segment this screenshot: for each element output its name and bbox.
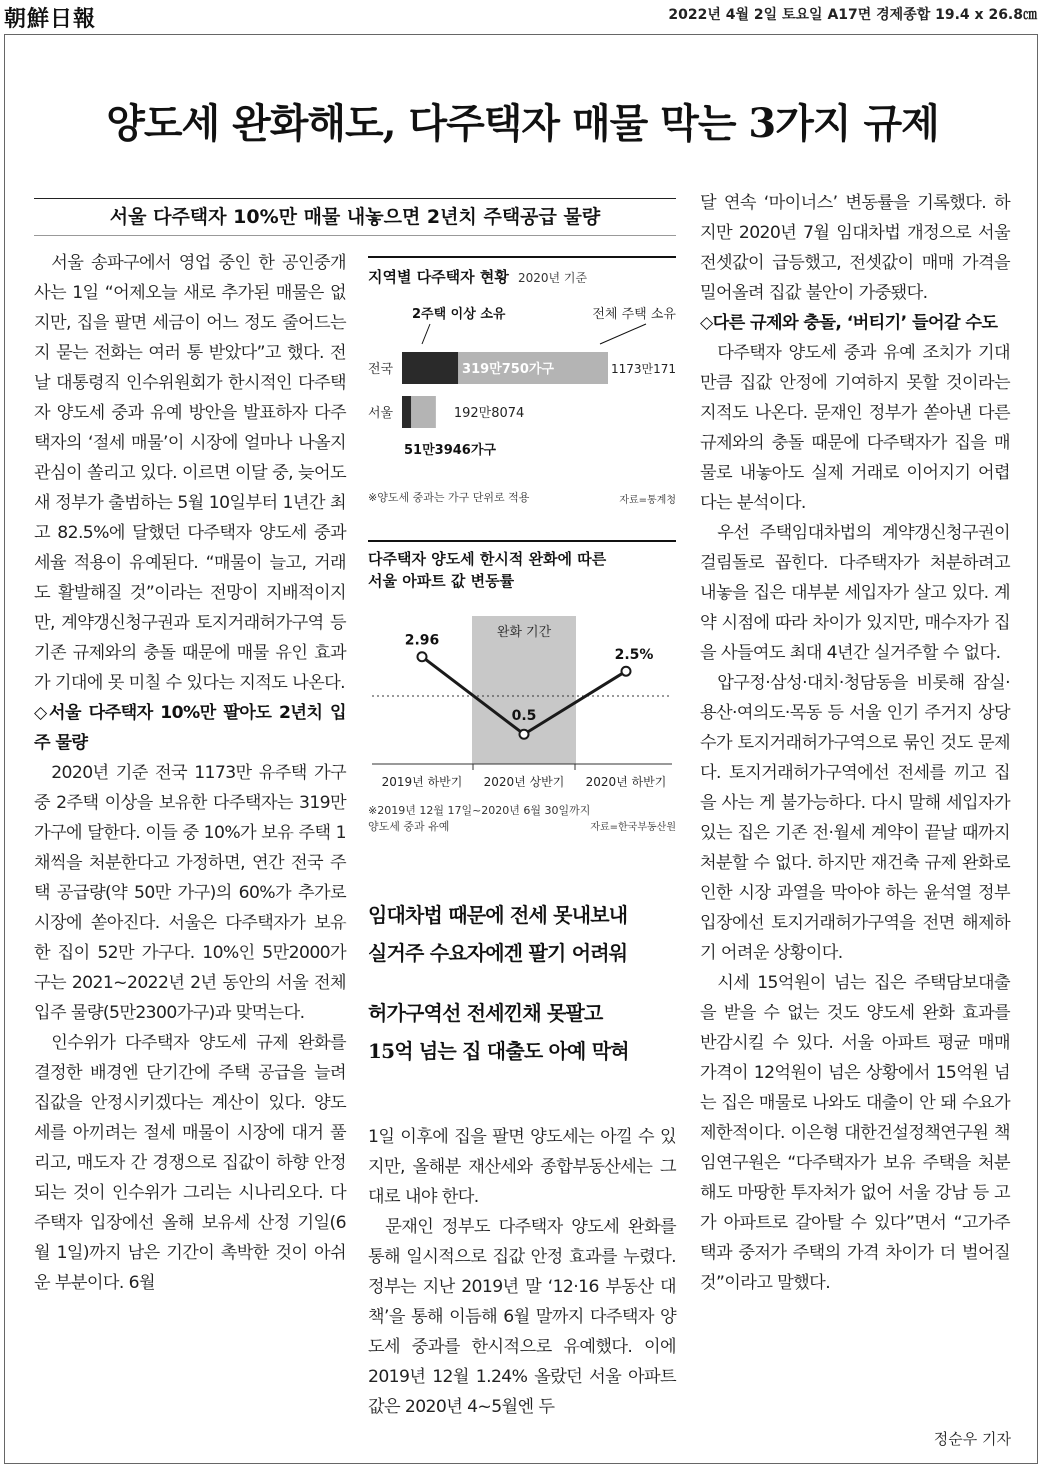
x-tick-label: 2019년 하반기: [381, 775, 463, 789]
legend-multi-label: 2주택 이상 소유: [412, 307, 506, 322]
bar-total-value: 192만8074: [453, 406, 525, 421]
chart-title-note: 2020년 기준: [517, 271, 588, 285]
pull-quote-1: [368, 896, 676, 972]
bar-multi: [402, 396, 411, 428]
chart-note: 양도세 중과 유예: [368, 820, 450, 833]
pull-quote-line: 허가구역선 전세낀채 못팔고: [368, 1001, 603, 1025]
article-paragraph: 2020년 기준 전국 1173만 유주택 가구 중 2주택 이상을 보유한 다주택자는 319만 가구에 달한다. 이들 중 10%가 보유 주택 1채씩을 처분한다고 가정하면, 연간 전국 주택 공급량(약 50만 가구)의 60%가 추가로 시장에 쏟아진다. 서울은 다주택자가 보유한 집이 52만 가구다. 10%인 5만2000가구는 2021~2022년 2년 동안의 서울 전체 입주 물량(5만2300가구)과 맞먹는다.: [34, 763, 346, 1023]
region-label: 전국: [368, 362, 394, 377]
article-paragraph: 달 연속 ‘마이너스’ 변동률을 기록했다. 하지만 2020년 7월 임대차법 개정으로 서울 전셋값이 급등했고, 전셋값이 매매 가격을 밀어올려 집값 불안이 가중됐다.: [700, 193, 1010, 303]
publication-info: 2022년 4월 2일 토요일 A17면 경제종합 19.4 x 26.8㎝: [668, 7, 1037, 23]
relief-period-label: 완화 기간: [496, 625, 552, 640]
article-paragraph: 시세 15억원이 넘는 집은 주택담보대출을 받을 수 없는 것도 양도세 완화 효과를 반감시킬 수 있다. 서울 아파트 평균 매매 가격이 12억원이 넘은 상황에서 15억원 넘는 집은 매물로 나와도 대출이 안 돼 수요가 제한적이다. 이은형 대한건설정책연구원 책임연구원은 “다주택자가 보유 주택을 처분해도 마땅한 투자처가 없어 서울 강남 등 고가 아파트로 갈아탈 수 있다”면서 “고가주택과 중저가 주택의 가격 차이가 더 벌어질 것”이라고 말했다.: [700, 973, 1010, 1293]
article-paragraph: 인수위가 다주택자 양도세 규제 완화를 결정한 배경엔 단기간에 주택 공급을 늘려 집값을 안정시키겠다는 계산이 있다. 양도세를 아끼려는 절세 매물이 시장에 대거 풀리고, 매도자 간 경쟁으로 집값이 하향 안정되는 것이 인수위가 그리는 시나리오다. 다주택자 입장에선 올해 보유세 산정 기일(6월 1일)까지 남은 기간이 촉박한 것이 아쉬운 부분이다. 6월: [34, 1033, 346, 1293]
legend-total-label: 전체 주택 소유: [592, 307, 676, 322]
bar-multi-value: 51만3946가구: [404, 443, 496, 458]
byline: 정순우 기자: [933, 1430, 1011, 1448]
chart-regional-multihome-plot: [368, 256, 676, 520]
article-paragraph: 다주택자 양도세 중과 유예 조치가 기대만큼 집값 안정에 기여하지 못할 것이라는 지적도 나온다. 문재인 정부가 쏟아낸 다른 규제와의 충돌 때문에 다주택자가 집을 매물로 내놓아도 실제 거래로 이어지기 어렵다는 분석이다.: [700, 343, 1010, 513]
data-point: [622, 667, 631, 676]
article-column-3: [700, 188, 1010, 1298]
pull-quote-line: 실거주 수요자에겐 팔기 어려워: [368, 941, 628, 965]
article-paragraph: 서울 송파구에서 영업 중인 한 공인중개사는 1일 “어제오늘 새로 추가된 매물은 없지만, 집을 팔면 세금이 어느 정도 줄어드는지 묻는 전화는 여러 통 받았다”고 했다. 전날 대통령직 인수위원회가 한시적인 다주택자 양도세 중과 유예 방안을 발표하자 다주택자의 ‘절세 매물’이 시장에 얼마나 나올지 관심이 쏠리고 있다. 이르면 이달 중, 늦어도 새 정부가 출범하는 5월 10일부터 1년간 최고 82.5%에 달했던 다주택자 양도세 중과세율 적용이 유예된다. “매물이 늘고, 거래도 활발해질 것”이라는 전망이 지배적이지만, 계약갱신청구권과 토지거래허가구역 등 기존 규제와의 충돌 때문에 매물 유인 효과가 기대에 못 미칠 수 있다는 지적도 나온다.: [34, 253, 346, 693]
chart-source: 자료=한국부동산원: [590, 822, 676, 833]
chart-note: ※양도세 중과는 가구 단위로 적용: [368, 491, 530, 504]
newspaper-logo: 朝鮮日報: [4, 6, 97, 32]
section-heading: ◇서울 다주택자 10%만 팔아도 2년치 입주 물량: [34, 703, 346, 753]
chart-title-line-1: 다주택자 양도세 한시적 완화에 따른: [368, 550, 607, 568]
article-paragraph: 문재인 정부도 다주택자 양도세 완화를 통해 일시적으로 집값 안정 효과를 누렸다. 정부는 지난 2019년 말 ‘12·16 부동산 대책’을 통해 이듬해 6월 말까지 다주택자 양도세 중과를 한시적으로 유예했다. 이에 2019년 12월 1.24% 올랐던 서울 아파트값은 2020년 4~5월엔 두: [368, 1217, 676, 1417]
chart-note: ※2019년 12월 17일~2020년 6월 30일까지: [368, 804, 591, 817]
section-heading: ◇다른 규제와 충돌, ‘버티기’ 들어갈 수도: [700, 313, 998, 333]
region-label: 서울: [368, 406, 394, 421]
article-paragraph: 압구정·삼성·대치·청담동을 비롯해 잠실·용산·여의도·목동 등 서울 인기 주거지 상당수가 토지거래허가구역으로 묶인 것도 문제다. 토지거래허가구역에선 전세를 끼고 집을 사는 게 불가능하다. 다시 말해 세입자가 있는 집은 기존 전·월세 계약이 끝날 때까지 처분할 수 없다. 하지만 재건축 규제 완화로 인한 시장 과열을 막아야 하는 윤석열 정부 입장에선 토지거래허가구역을 전면 해제하기 어려운 상황이다.: [700, 673, 1010, 963]
chart-seoul-apartment-change: [368, 540, 676, 850]
article-column-2: [368, 1122, 676, 1422]
legend-leader-line: [422, 324, 430, 344]
subheadline: 서울 다주택자 10%만 매물 내놓으면 2년치 주택공급 물량: [34, 198, 676, 236]
bar-multi-value: 319만750가구: [462, 362, 554, 377]
bar-total-value: 1173만171: [610, 362, 676, 376]
chart-seoul-apartment-change-plot: [368, 540, 676, 850]
chart-source: 자료=통계청: [619, 495, 676, 506]
article-paragraph: 우선 주택임대차법의 계약갱신청구권이 걸림돌로 꼽힌다. 다주택자가 처분하려고 내놓을 집은 대부분 세입자가 살고 있다. 계약 시점에 따라 차이가 있지만, 매수자가 집을 사들여도 최대 4년간 실거주할 수 없다.: [700, 523, 1010, 663]
chart-title-line-2: 서울 아파트 값 변동률: [368, 572, 515, 590]
data-point: [418, 652, 427, 661]
article-paragraph: 1일 이후에 집을 팔면 양도세는 아낄 수 있지만, 올해분 재산세와 종합부동산세는 그대로 내야 한다.: [368, 1127, 676, 1207]
pull-quote-line: 임대차법 때문에 전세 못내보내: [368, 903, 628, 927]
chart-regional-multihome: [368, 256, 676, 520]
pull-quote-line: 15억 넘는 집 대출도 아예 막혀: [368, 1039, 629, 1063]
data-point: [520, 730, 529, 739]
legend-leader-line: [600, 324, 646, 344]
chart-title: 지역별 다주택자 현황: [368, 268, 509, 286]
data-label: 2.5%: [614, 647, 654, 664]
bar-multi: [402, 352, 458, 384]
data-label: 0.5: [511, 708, 537, 725]
headline: 양도세 완화해도, 다주택자 매물 막는 3가지 규제: [106, 100, 939, 147]
article-column-1: [34, 248, 346, 1298]
data-label: 2.96: [404, 632, 440, 649]
x-tick-label: 2020년 하반기: [585, 775, 667, 789]
x-tick-label: 2020년 상반기: [483, 775, 565, 789]
pull-quote-2: [368, 994, 676, 1070]
